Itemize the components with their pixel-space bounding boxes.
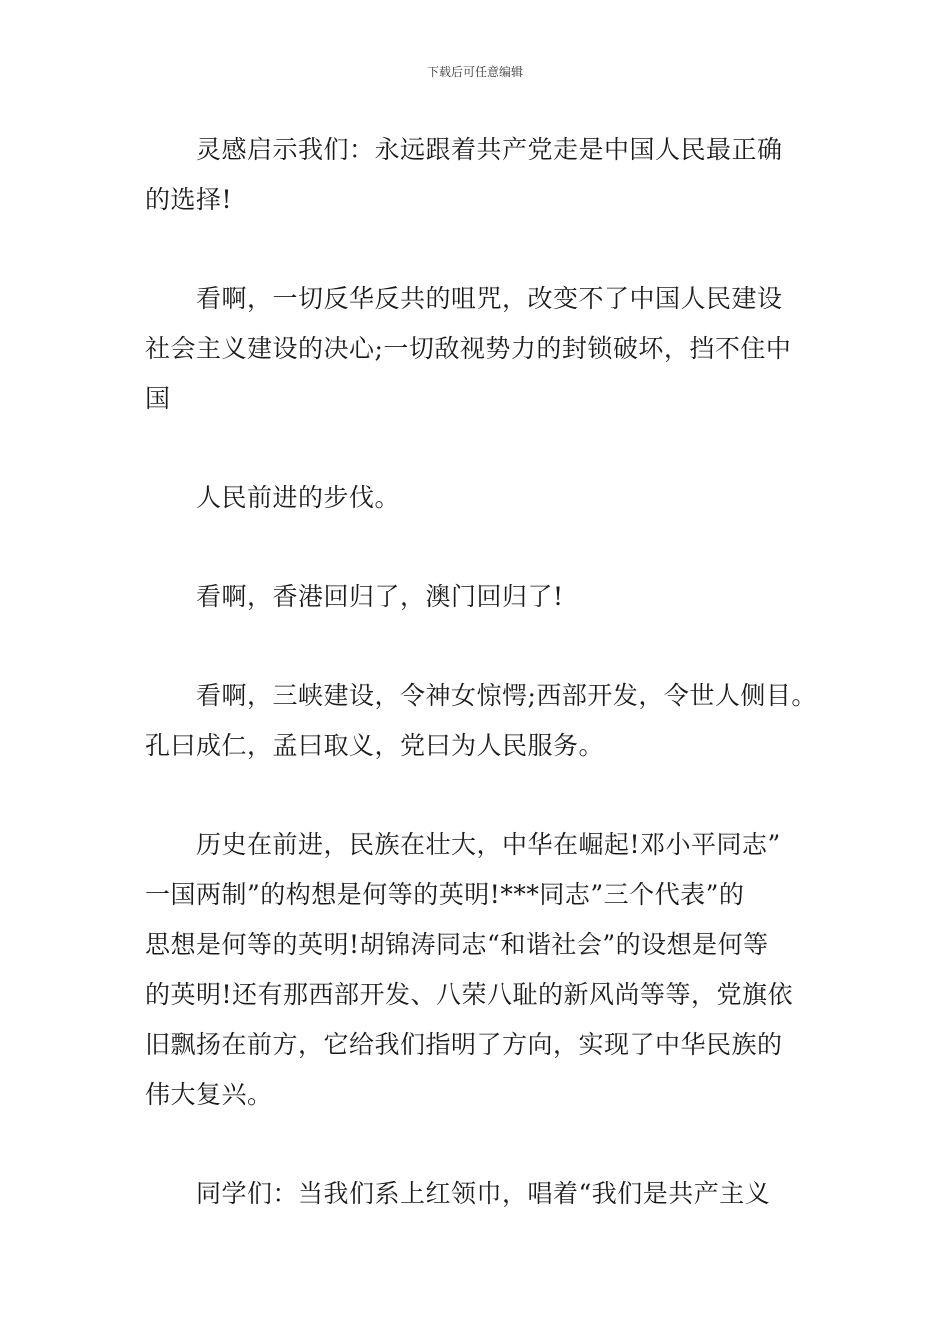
paragraph-line: 思想是何等的英明!胡锦涛同志“和谐社会”的设想是何等 [145, 930, 769, 959]
paragraph-line: 一国两制”的构想是何等的英明!***同志”三个代表”的 [145, 880, 745, 909]
paragraph-line: 伟大复兴。 [145, 1080, 273, 1109]
paragraph-line: 同学们：当我们系上红领巾，唱着“我们是共产主义 [196, 1179, 771, 1208]
paragraph-line: 看啊，三峡建设，令神女惊愕;西部开发，令世人侧目。 [196, 681, 817, 710]
paragraph-line: 孔曰成仁，孟曰取义，党曰为人民服务。 [145, 731, 605, 760]
paragraph-line: 看啊，香港回归了，澳门回归了! [196, 582, 564, 611]
paragraph-line: 的选择! [145, 185, 233, 214]
paragraph-line: 灵感启示我们：永远跟着共产党走是中国人民最正确 [196, 135, 783, 164]
paragraph-line: 看啊，一切反华反共的咀咒，改变不了中国人民建设 [196, 284, 783, 313]
paragraph-line: 人民前进的步伐。 [196, 483, 401, 512]
paragraph-line: 国 [145, 384, 171, 413]
paragraph-line: 历史在前进，民族在壮大，中华在崛起!邓小平同志” [196, 830, 781, 859]
paragraph-line: 社会主义建设的决心;一切敌视势力的封锁破坏，挡不住中 [145, 334, 792, 363]
paragraph-line: 旧飘扬在前方，它给我们指明了方向，实现了中华民族的 [145, 1030, 783, 1059]
paragraph-line: 的英明!还有那西部开发、八荣八耻的新风尚等等，党旗依 [145, 980, 794, 1009]
page-header: 下载后可任意编辑 [426, 65, 523, 79]
